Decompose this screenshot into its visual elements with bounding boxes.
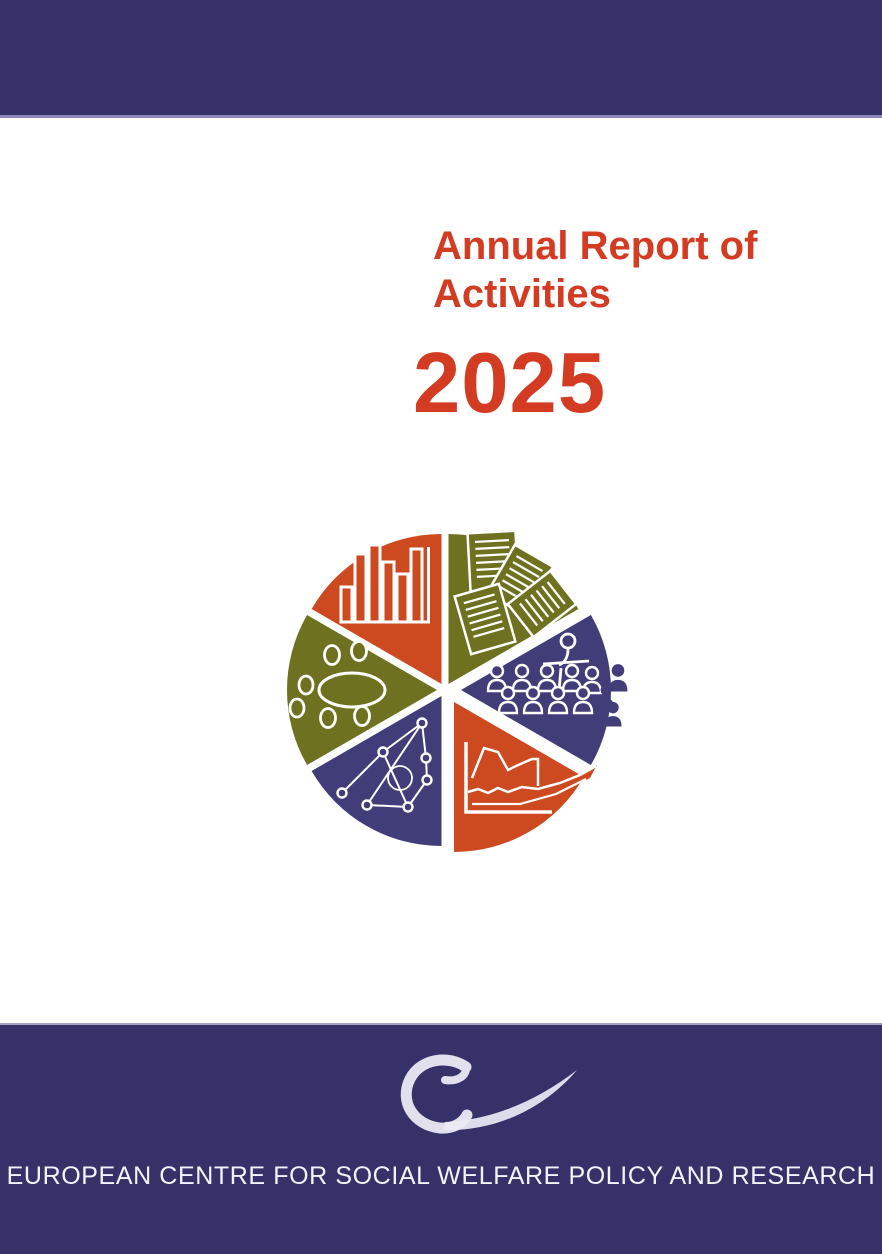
activity-wheel-logo	[280, 520, 640, 860]
organization-name: EUROPEAN CENTRE FOR SOCIAL WELFARE POLICY AND RESEARCH	[6, 1162, 876, 1190]
footer-band	[0, 1023, 882, 1254]
e-swoosh-logo	[393, 1052, 579, 1147]
report-year: 2025	[413, 336, 607, 431]
title-line-2: Activities	[433, 272, 611, 316]
title-line-1: Annual Report of	[433, 224, 758, 268]
report-title	[433, 222, 757, 318]
top-band	[0, 0, 882, 118]
